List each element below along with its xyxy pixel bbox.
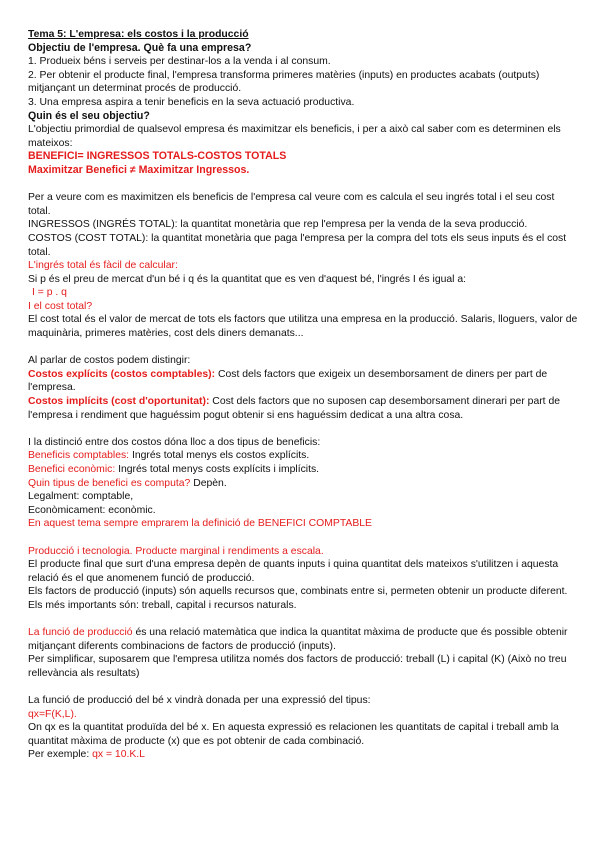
definition-text: Cost dels factors que exigeix un desemborsament de diners per part de l'empresa. <box>28 368 548 394</box>
term-beneficis-comptables: Beneficis comptables: <box>28 450 130 462</box>
paragraph-maximitzen: Per a veure com es maximitzen els beneficis de l'empresa cal veure com es calcula el seu ingrés total i el seu cost total. <box>28 192 555 217</box>
question-answer: Depèn. <box>190 477 227 489</box>
paragraph-produccio-2: Els factors de producció (inputs) són aquells recursos que, combinats entre si, permeten obtenir un producte diferent. Els més importants són: treball, capital i recursos naturals. <box>28 586 568 611</box>
definition-costos-explicits <box>28 368 578 395</box>
term-costos-implicits: Costos implícits (cost d'oportunitat): <box>28 396 210 408</box>
spacer <box>28 341 578 355</box>
definition-costos-implicits <box>28 395 578 422</box>
document-title: Tema 5: L'empresa: els costos i la producció <box>28 29 249 40</box>
note-benefici-comptable: En aquest tema sempre emprarem la definició de BENEFICI COMPTABLE <box>28 518 372 530</box>
subheading-ingres-total: L'ingrés total és fàcil de calcular: <box>28 260 178 272</box>
definition-funcio-produccio <box>28 626 578 653</box>
definition-text: Ingrés total menys els costos explícits. <box>129 450 310 462</box>
paragraph-cost-total: El cost total és el valor de mercat de tots els factors que utilitza una empresa en la producció. Salaris, lloguers, valor de maquinària, primeres matèries, cost dels diners demanats... <box>28 314 578 340</box>
paragraph-economicament: Econòmicament: econòmic. <box>28 504 156 516</box>
paragraph-on-qx: On qx es la quantitat produïda del bé x. En aquesta expressió es relacionen les quantitats de capital i treball amb la quantitat màxima de producte (x) que es pot obtenir de cada combinació. <box>28 722 559 747</box>
formula-exemple: qx = 10.K.L <box>89 749 145 761</box>
paragraph-legalment: Legalment: comptable, <box>28 491 134 503</box>
paragraph-simplificar: Per simplificar, suposarem que l'empresa utilitza només dos factors de producció: treball (L) i capital (K) (Això no treu rellevància als resultats) <box>28 654 567 679</box>
term-benefici-economic: Benefici econòmic: <box>28 464 116 475</box>
formula-qx: qx=F(K,L). <box>28 708 77 720</box>
definition-beneficis-comptables <box>28 449 578 463</box>
definition-benefici-economic <box>28 463 578 477</box>
subheading-cost-total: I el cost total? <box>28 300 93 312</box>
term-costos-explicits: Costos explícits (costos comptables): <box>28 368 216 380</box>
paragraph-ingres: Si p és el preu de mercat d'un bé i q és la quantitat que es ven d'aquest bé, l'ingrés I és igual a: <box>28 273 467 285</box>
list-item: 1. Produeix béns i serveis per destinar-los a la venda i al consum. <box>28 56 331 68</box>
paragraph-exemple <box>28 748 578 762</box>
spacer <box>28 613 578 627</box>
document-body <box>28 28 578 762</box>
list-item: 3. Una empresa aspira a tenir beneficis en la seva actuació productiva. <box>28 96 355 108</box>
question-label: Quin tipus de benefici es computa? <box>28 477 191 489</box>
paragraph-costos: COSTOS (COST TOTAL): la quantitat monetària que paga l'empresa per la compra del tots els seus inputs és el cost total. <box>28 232 567 258</box>
spacer <box>28 178 578 192</box>
paragraph-costos-intro: Al parlar de costos podem distingir: <box>28 355 191 367</box>
term-funcio-produccio: La funció de producció <box>28 627 133 639</box>
question-tipus-benefici <box>28 477 578 491</box>
paragraph-ingressos: INGRESSOS (INGRÉS TOTAL): la quantitat monetària que rep l'empresa per la venda de la seva producció. <box>28 219 528 231</box>
definition-text: Cost dels factors que no suposen cap desemborsament dinerari per part de l'empresa i rendiment que haguéssim pogut obtenir si ens haguéssim dedicat a una altra cosa. <box>28 396 561 421</box>
paragraph-distincio: I la distinció entre dos costos dóna lloc a dos tipus de beneficis: <box>28 436 321 448</box>
formula-benefici: BENEFICI= INGRESSOS TOTALS-COSTOS TOTALS <box>28 150 287 163</box>
section-heading-produccio: Producció i tecnologia. Producte marginal i rendiments a escala. <box>28 545 324 557</box>
formula-maximitzar: Maximitzar Benefici ≠ Maximitzar Ingressos. <box>28 163 250 176</box>
formula-ingres: I = p . q <box>32 287 67 299</box>
spacer <box>28 681 578 695</box>
definition-text: Ingrés total menys costs explícits i implícits. <box>115 464 320 475</box>
definition-text: és una relació matemàtica que indica la quantitat màxima de producte que és possible obtenir mitjançant diferents combinacions de factors de producció (inputs). <box>28 627 568 652</box>
exemple-label: Per exemple: <box>28 749 90 761</box>
paragraph-objectiu: L'objectiu primordial de qualsevol empresa és maximitzar els beneficis, i per a això cal saber com es determinen els mateixos: <box>28 124 561 149</box>
section-heading-quin-objectiu: Quin és el seu objectiu? <box>28 109 150 122</box>
paragraph-produccio-1: El producte final que surt d'una empresa depèn de quants inputs i quina quantitat dels mateixos s'utilitzen i aquesta relació és el que anomenem funció de producció. <box>28 559 559 584</box>
spacer <box>28 422 578 436</box>
paragraph-funcio-be: La funció de producció del bé x vindrà donada per una expressió del tipus: <box>28 695 371 707</box>
list-item: 2. Per obtenir el producte final, l'empresa transforma primeres matèries (inputs) en productes acabats (outputs) mitjançant un determinat procés de producció. <box>28 69 540 95</box>
section-heading-objectiu: Objectiu de l'empresa. Què fa una empresa? <box>28 41 252 54</box>
spacer <box>28 531 578 545</box>
